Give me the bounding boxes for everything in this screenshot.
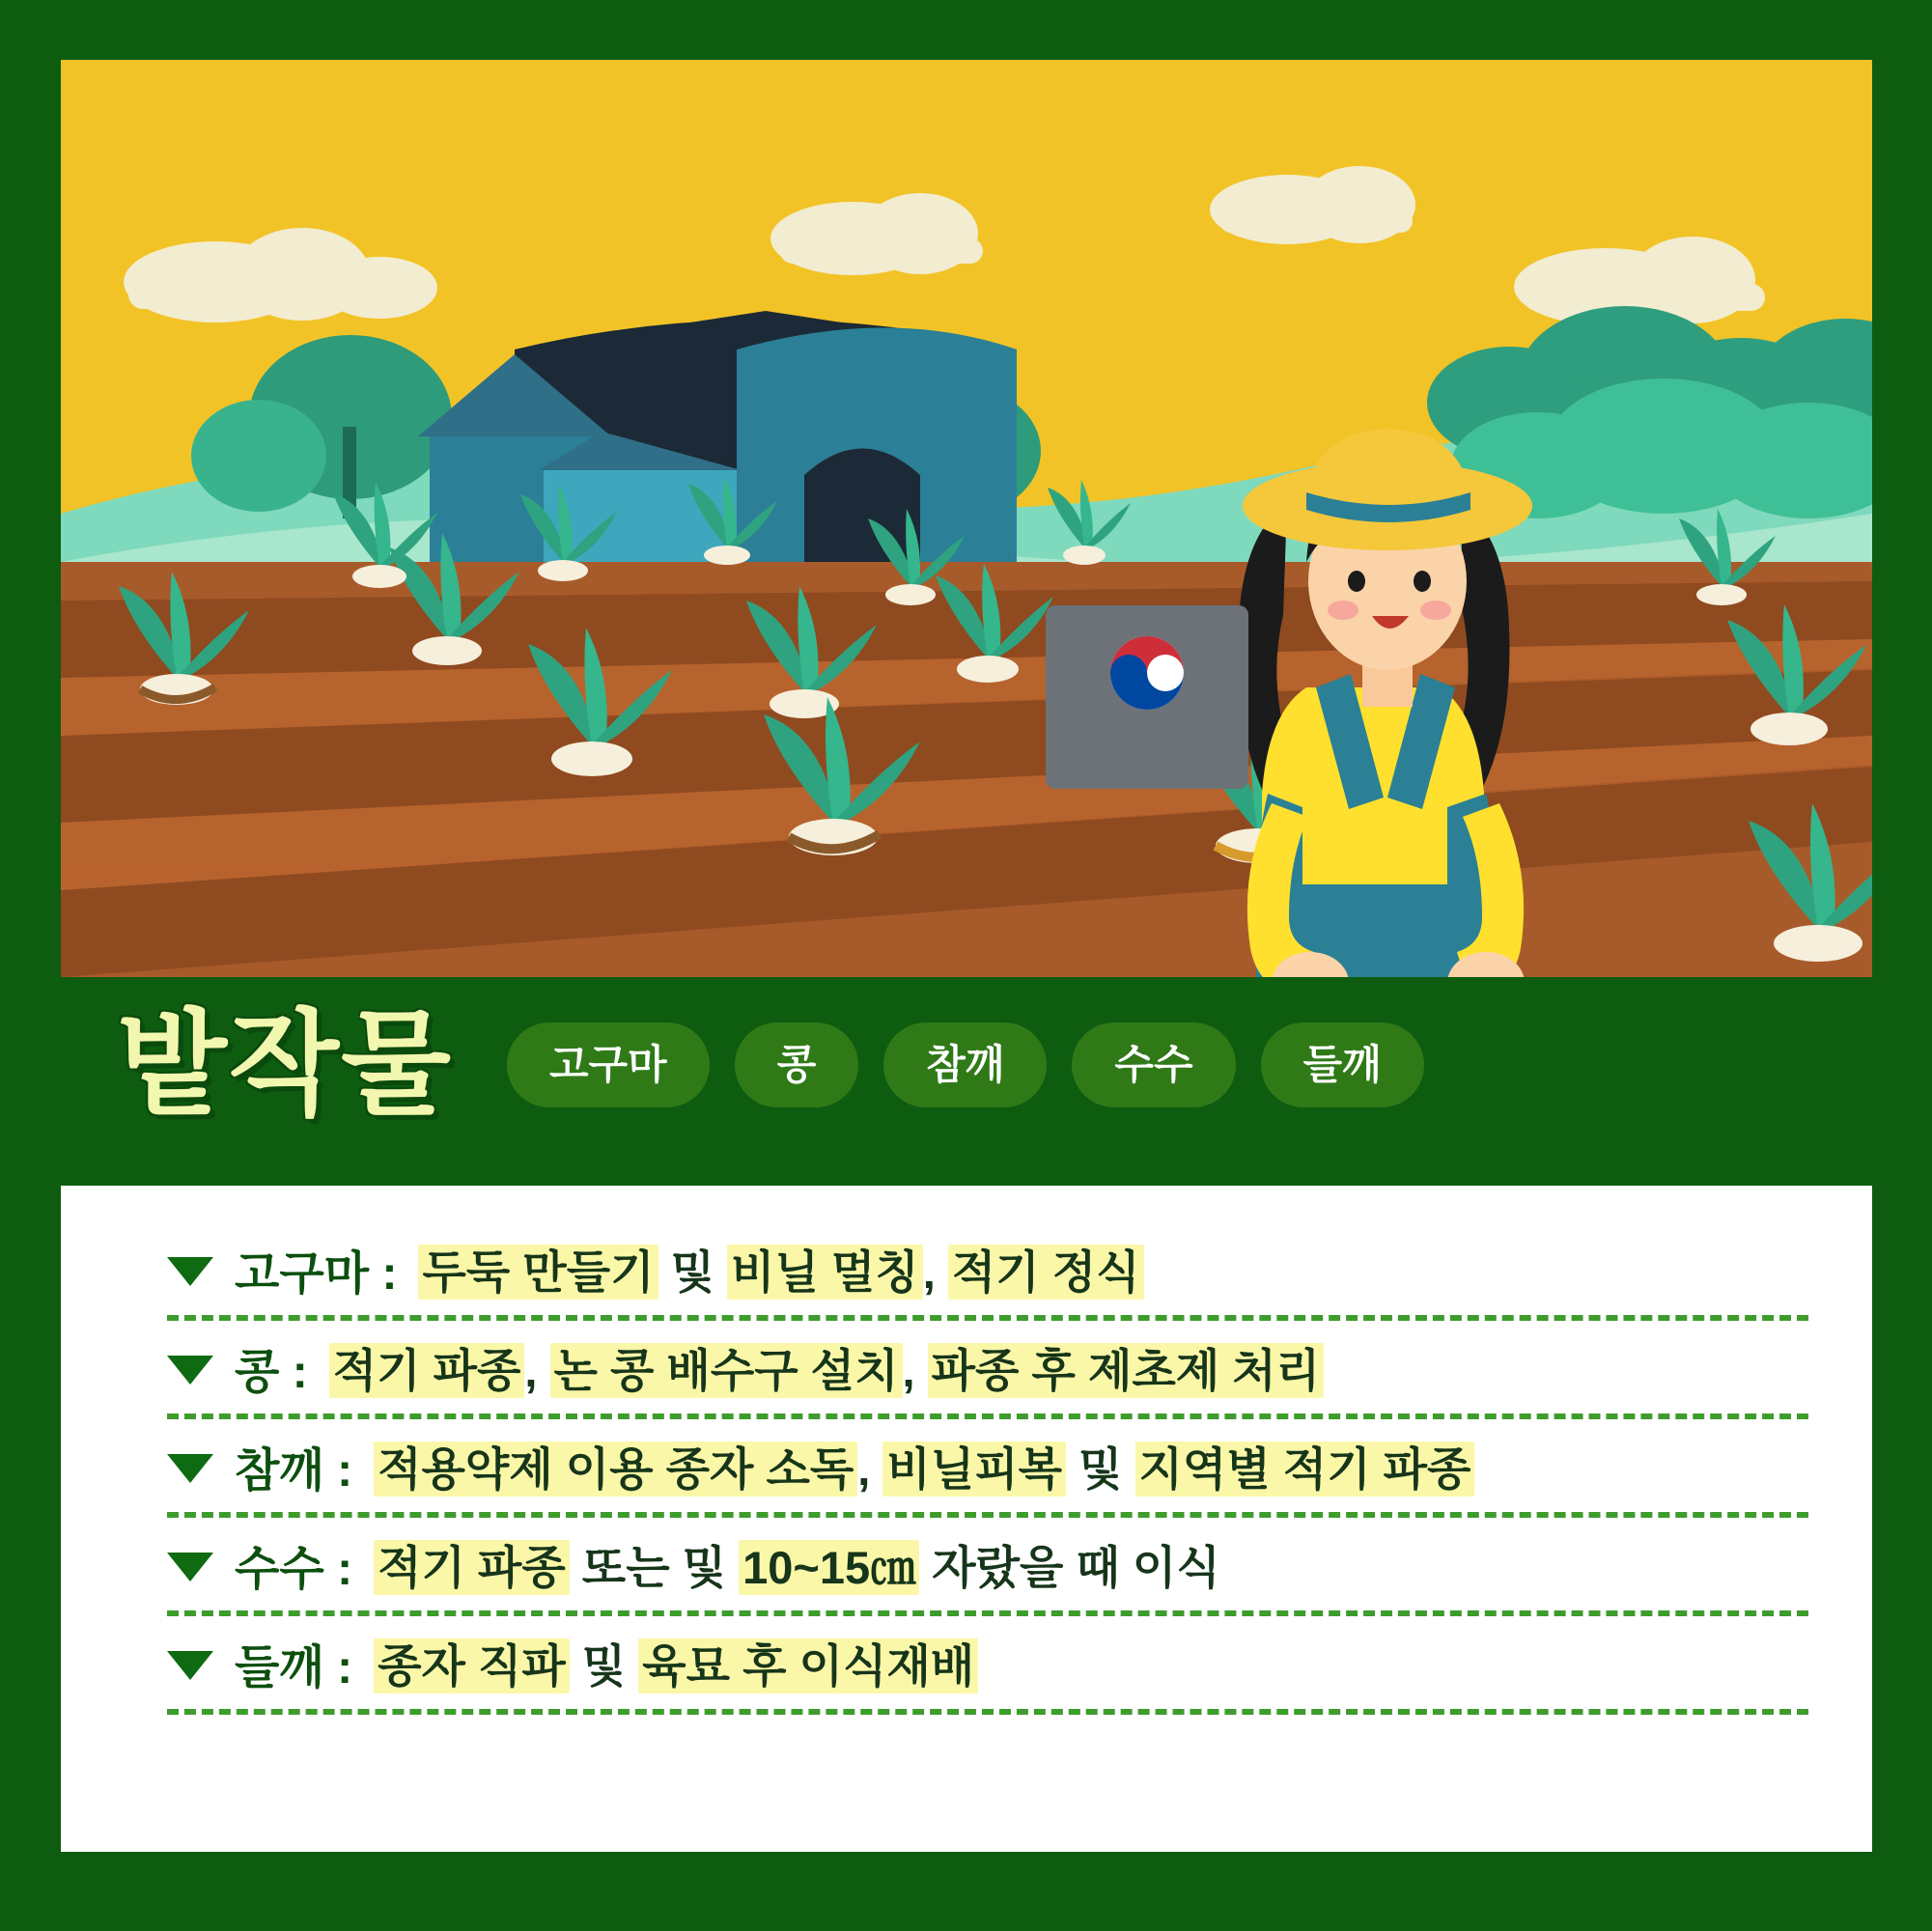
crop-chip-sorghum[interactable]: 수수: [1072, 1022, 1235, 1107]
illustration-svg: [61, 60, 1872, 977]
segment-highlight: 두둑 만들기: [418, 1245, 658, 1300]
segment-plain: 및: [1066, 1442, 1135, 1495]
segment-plain: ,: [902, 1344, 928, 1396]
segment-highlight: 육묘 후 이식재배: [638, 1638, 978, 1693]
row-label-soybean: 콩 :: [235, 1346, 308, 1398]
triangle-bullet-icon: [167, 1553, 213, 1581]
row-text-perilla: [374, 1631, 978, 1695]
segment-plain: ,: [922, 1245, 948, 1298]
triangle-bullet-icon: [167, 1651, 213, 1680]
segment-highlight: 적기 파종: [374, 1540, 570, 1595]
row-text-sorghum: [374, 1532, 1220, 1597]
segment-highlight: 비닐 멀칭: [727, 1245, 923, 1300]
list-item: [111, 1622, 1822, 1721]
segment-highlight: 종자 직파: [374, 1638, 570, 1693]
list-item: [111, 1327, 1822, 1425]
triangle-bullet-icon: [167, 1454, 213, 1483]
row-divider: [167, 1610, 1808, 1616]
farm-field-illustration: [61, 60, 1872, 977]
info-card: [61, 1186, 1872, 1852]
title-row: [61, 993, 1872, 1137]
segment-plain: 또는 및: [569, 1541, 740, 1593]
row-label-sweetpotato: 고구마 :: [235, 1247, 398, 1300]
segment-highlight: 파종 후 제초제 처리: [928, 1343, 1324, 1398]
crop-chip-list: [507, 1022, 1424, 1107]
row-divider: [167, 1315, 1808, 1321]
row-label-perilla: 들깨 :: [235, 1641, 353, 1693]
page-title: 밭작물: [117, 1001, 453, 1129]
list-item: [111, 1228, 1822, 1327]
row-label-sorghum: 수수 :: [235, 1543, 353, 1595]
row-divider: [167, 1413, 1808, 1419]
segment-highlight: 적기 정식: [948, 1245, 1144, 1300]
segment-highlight: 10~15㎝: [739, 1540, 919, 1595]
list-item: [111, 1524, 1822, 1622]
row-divider: [167, 1512, 1808, 1518]
crop-chip-soybean[interactable]: 콩: [735, 1022, 859, 1107]
segment-plain: 자랐을 때 이식: [919, 1541, 1220, 1593]
crop-chip-perilla[interactable]: 들깨: [1261, 1022, 1424, 1107]
segment-highlight: 적기 파종: [329, 1343, 525, 1398]
triangle-bullet-icon: [167, 1356, 213, 1385]
row-label-sesame: 참깨 :: [235, 1444, 353, 1497]
segment-highlight: 적용약제 이용 종자 소독: [374, 1441, 857, 1497]
segment-plain: ,: [524, 1344, 550, 1396]
segment-highlight: 지역별 적기 파종: [1135, 1441, 1475, 1497]
list-item: [111, 1425, 1822, 1524]
segment-highlight: 비닐피복: [882, 1441, 1066, 1497]
crop-chip-sweetpotato[interactable]: 고구마: [507, 1022, 710, 1107]
row-text-sweetpotato: [418, 1237, 1143, 1301]
row-text-soybean: [329, 1335, 1324, 1400]
segment-plain: 및: [569, 1639, 639, 1692]
segment-plain: ,: [857, 1442, 883, 1495]
triangle-bullet-icon: [167, 1257, 213, 1286]
row-divider: [167, 1709, 1808, 1715]
row-text-sesame: [374, 1434, 1474, 1498]
segment-highlight: 논 콩 배수구 설치: [550, 1343, 903, 1398]
segment-plain: 및: [658, 1245, 728, 1298]
crop-chip-sesame[interactable]: 참깨: [883, 1022, 1047, 1107]
